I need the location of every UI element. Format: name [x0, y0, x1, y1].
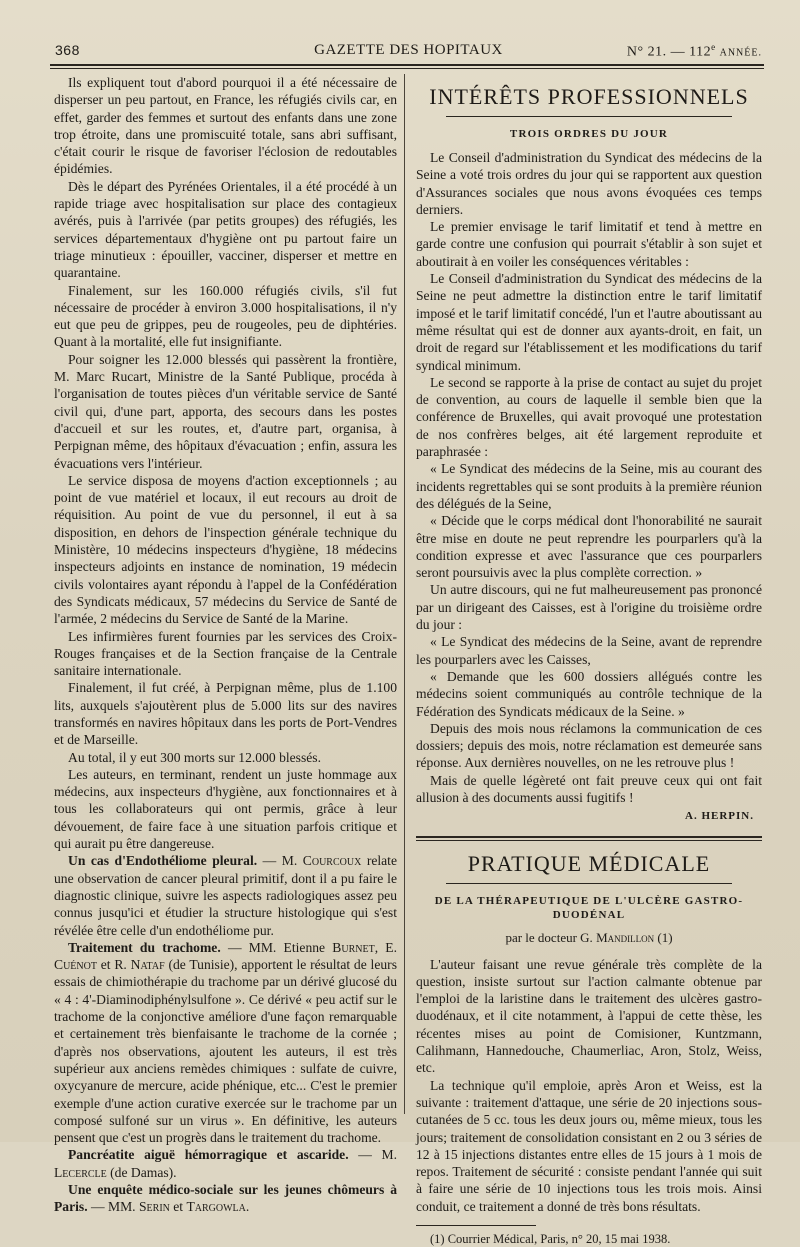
item-title: Une enquête médico-sociale sur les jeunes chômeurs à Paris. [54, 1182, 397, 1215]
header-rule-thin [50, 68, 764, 69]
section-title: PRATIQUE MÉDICALE [467, 850, 711, 876]
paragraph: Finalement, il fut créé, à Perpignan même, plus de 1.100 lits, auxquels s'ajoutèrent plus de 5.000 lits sur des navires transformés en navires hôpitaux dans les ports de Port-Vendres et de Marseille. [54, 680, 397, 748]
item-title: Pancréatite aiguë hémorragique et ascaride. [68, 1147, 349, 1163]
paragraph: « Décide que le corps médical dont l'honorabilité ne saurait être mise en doute ne peut reprendre les pourparlers qu'à la condition expresse et avec l'assurance que ces pourparlers seront poursuivis avec la plus complète correction. » [416, 513, 762, 581]
item-title: Un cas d'Endothéliome pleural. [68, 853, 258, 869]
right-column [416, 74, 762, 1247]
paragraph: Le second se rapporte à la prise de contact au sujet du projet de convention, au cours de laquelle il semble bien que la conférence de Bruxelles, qui avait provoqué une protestation de nos confrères belges, ait été largement reproduite et paraphrasée : [416, 374, 762, 460]
byline [416, 930, 762, 946]
paragraph: La technique qu'il emploie, après Aron et Weiss, est la suivante : traitement d'attaque, une série de 20 injections sous-cutanées de 5 cc. tous les deux jours ou, même mieux, tous les jours; traitement de consolidation consistant en 2 ou 3 séries de 12 à 15 injections distantes entre elles de 15 jours à 1 mois de repos. Traitement de sécurité : consiste pendant l'année qui suit à faire une série de 10 injections tous les trois mois. Ainsi conduit, ce traitement a donné de très bons résultats. [416, 1077, 762, 1214]
item-title: Traitement du trachome. [68, 939, 221, 955]
column-divider [404, 74, 405, 1114]
paragraph: Le Conseil d'administration du Syndicat des médecins de la Seine a voté trois ordres du jour qui se rapportent aux question d'Assurances sociales que nous avons évoquées ces temps derniers. [416, 150, 762, 217]
section-separator [416, 836, 762, 838]
paragraph-endotheliome [54, 852, 397, 938]
signature: A. HERPIN. [685, 810, 754, 823]
footnote: (1) Courrier Médical, Paris, n° 20, 15 mai 1938. [430, 1232, 671, 1247]
author-name: Serin [138, 1199, 170, 1215]
paragraph: Le service disposa de moyens d'action exceptionnels ; au point de vue matériel et locaux, il eut recours au droit de réquisition. Au point de vue du personnel, il eut à sa disposition, en dehors de l'inspection générale technique du Ministère, 10 médecins inspecteurs d'hygiène, 18 médecins inspecteurs adjoints en instance de nomination, 19 médecin civils volontaires ayant répondu à l'appel de la Confédération des Syndicats médicaux, 57 médecins du Service de Santé de l'armée, 2 médecins du Service de Santé de la Marine. [54, 472, 397, 627]
paragraph-pancreatite [54, 1146, 397, 1181]
section-rule [446, 883, 732, 884]
paragraph: Au total, il y eut 300 morts sur 12.000 blessés. [68, 749, 321, 765]
paragraph: Mais de quelle légèreté ont fait preuve ceux qui ont fait allusion à des documents aussi fugitifs ! [416, 772, 762, 805]
author-name: Mandillon [596, 929, 655, 945]
sep: — MM. [87, 1199, 139, 1215]
left-column [54, 74, 397, 1216]
sep: et [169, 1199, 187, 1215]
item-text: (de Damas). [106, 1164, 177, 1180]
paragraph: « Le Syndicat des médecins de la Seine, mis au courant des incidents regrettables qui se sont produits à la première réunion des délégués de la Seine, [416, 461, 762, 511]
section-separator-thin [416, 840, 762, 841]
journal-title: GAZETTE DES HOPITAUX [314, 42, 503, 58]
paragraph: Les infirmières furent fournies par les services des Croix-Rouges françaises et de la Section française de la Centrale sanitaire internationale. [54, 628, 397, 679]
footnote-rule [416, 1225, 536, 1226]
page-number: 368 [55, 42, 80, 58]
paragraph: « Demande que les 600 dossiers allégués contre les médecins soient communiqués au contrôle technique de la Fédération des Syndicats médicaux de la Seine. » [416, 668, 762, 719]
paragraph: Ils expliquent tout d'abord pourquoi il a été nécessaire de disperser un peu partout, en France, les réfugiés civils car, en effet, garder des femmes et surtout des enfants dans une zone trop étroite, dans une promiscuité totale, sans abri suffisant, c'était courir le risque de favoriser l'éclosion de redoutables épidémies. [54, 75, 397, 177]
section-rule [446, 116, 732, 117]
sep: . [245, 1199, 250, 1215]
paragraph: « Le Syndicat des médecins de la Seine, avant de reprendre les pourparlers avec les Caisses, [416, 634, 762, 667]
item-text: relate une observation de cancer pleural primitif, dont il a pu faire le diagnostic clinique, suivre les aspects radiologiques assez peu connus jusqu'ici et étudier la structure histologique qui s'est révélée être celle d'un endothéliome pur. [54, 853, 397, 938]
item-text: (de Tunisie), apportent le résultat de leurs essais de chimiothérapie du trachome par un dérivé glucosé du « 4 : 4'-Diaminodiphénylsulfone ». Ce dérivé « peu actif sur le trachome de la conjonctive améliore d'une façon remarquable et certainement très bienfaisante le trachome de la cornée ; d'après nos observations, ajoutent les auteurs, il est très supérieur aux anciens remèdes chimiques : sulfate de cuivre, oxycyanure de mercure, acide phénique, etc... C'est le premier exemple d'une action curative exercée sur le trachome par un composé sulfoné sur un virus ». En définitive, les auteurs pensent que c'est un progrès dans le traitement du trachome. [54, 957, 397, 1146]
paragraph: Les auteurs, en terminant, rendent un juste hommage aux médecins, aux inspecteurs d'hygiène, aux fonctionnaires et à tous les collaborateurs qui ont permis, grâce à leur dévouement, de faire face à une situation parfois critique et qui aurait pu être dangereuse. [54, 766, 397, 852]
issue-sup: e [711, 42, 716, 52]
sep: — M. [348, 1147, 397, 1163]
footnote-ref: (1) [654, 929, 673, 945]
sep: , E. [374, 939, 398, 955]
section-subtitle: DE LA THÉRAPEUTIQUE DE L'ULCÈRE GASTRO-DUODÉNAL [434, 894, 744, 921]
sep: — MM. Etienne [220, 939, 333, 955]
author-name: Courcoux [302, 853, 362, 869]
page-header [55, 38, 762, 64]
paragraph: Le premier envisage le tarif limitatif et tend à mettre en garde contre une confusion qui pourrait s'établir à son sujet et aboutirait à en voiler les conséquences véritables : [416, 219, 762, 269]
paragraph: Le Conseil d'administration du Syndicat des médecins de la Seine ne peut admettre la distinction entre le tarif limitatif imposé et le tarif limitatif concédé, l'un et l'autre aboutissant au même résultat qui est de donner aux ayants-droit, en fait, un droit de regard sur l'établissement et les modifications du tarif syndical minimum. [416, 271, 762, 373]
author-name: Burnet [332, 939, 375, 955]
issue-label [627, 42, 762, 61]
paragraph: L'auteur faisant une revue générale très complète de la question, insiste surtout sur l'action calmante obtenue par l'emploi de la laristine dans le traitement des ulcères gastro-duodénaux, et il cite notamment, à l'appui de cette thèse, les récentes mises au point de Comisioner, Kuntzmann, Calihmann, Hannedouche, Chaumerliac, Aron, Stolz, Weiss, etc. [416, 956, 762, 1076]
issue-year: ANNÉE. [719, 47, 762, 59]
author-name: Targowla [186, 1199, 246, 1215]
author-name: Nataf [130, 957, 165, 973]
paragraph: Dès le départ des Pyrénées Orientales, il a été procédé à un rapide triage avec hospitalisation sur place des contagieux avérés, puis à l'arrivée (par petits groupes) des réfugiés, les services départementaux d'hygiène ont pu partout faire un triage minutieux : épouiller, vacciner, disperser et mettre en quarantaine. [54, 178, 397, 281]
issue-number: N° 21. — 112 [626, 44, 712, 60]
sep: et R. [96, 957, 131, 973]
header-rule [50, 64, 764, 66]
byline-prefix: par le docteur G. [505, 929, 597, 945]
paragraph: Depuis des mois nous réclamons la communication de ces dossiers; depuis des mois, notre réclamation est demeurée sans réponse. Aux dernières nouvelles, on ne les retrouve plus ! [416, 720, 762, 771]
sep: — M. [257, 853, 303, 869]
author-name: Lecercle [54, 1164, 107, 1180]
author-name: Cuénot [54, 957, 97, 973]
section-subtitle: TROIS ORDRES DU JOUR [509, 128, 669, 140]
paragraph: Pour soigner les 12.000 blessés qui passèrent la frontière, M. Marc Rucart, Ministre de la Santé Publique, procéda à l'organisation de toutes pièces d'un véritable service de Santé civil qui, d'une part, apporta, des secours dans les postes d'accueil et sur les routes, et, d'autre part, organisa, à Perpignan même, des hôpitaux d'évacuation ; enfin, assura les évacuations vers l'intérieur. [54, 351, 397, 471]
paragraph-trachome [54, 939, 397, 1147]
paragraph: Un autre discours, qui ne fut malheureusement pas prononcé par un dirigeant des Caisses, est à l'origine du troisième ordre du jour : [416, 582, 762, 633]
section-title: INTÉRÊTS PROFESSIONNELS [429, 84, 749, 109]
paragraph: Finalement, sur les 160.000 réfugiés civils, s'il fut nécessaire de procéder à environ 3.000 hospitalisations, il n'y eut que peu de grippes, peu de rougeoles, peu de diphtéries. Quant à la mortalité, elle fut insignifiante. [54, 282, 397, 350]
paragraph-enquete [54, 1181, 397, 1216]
